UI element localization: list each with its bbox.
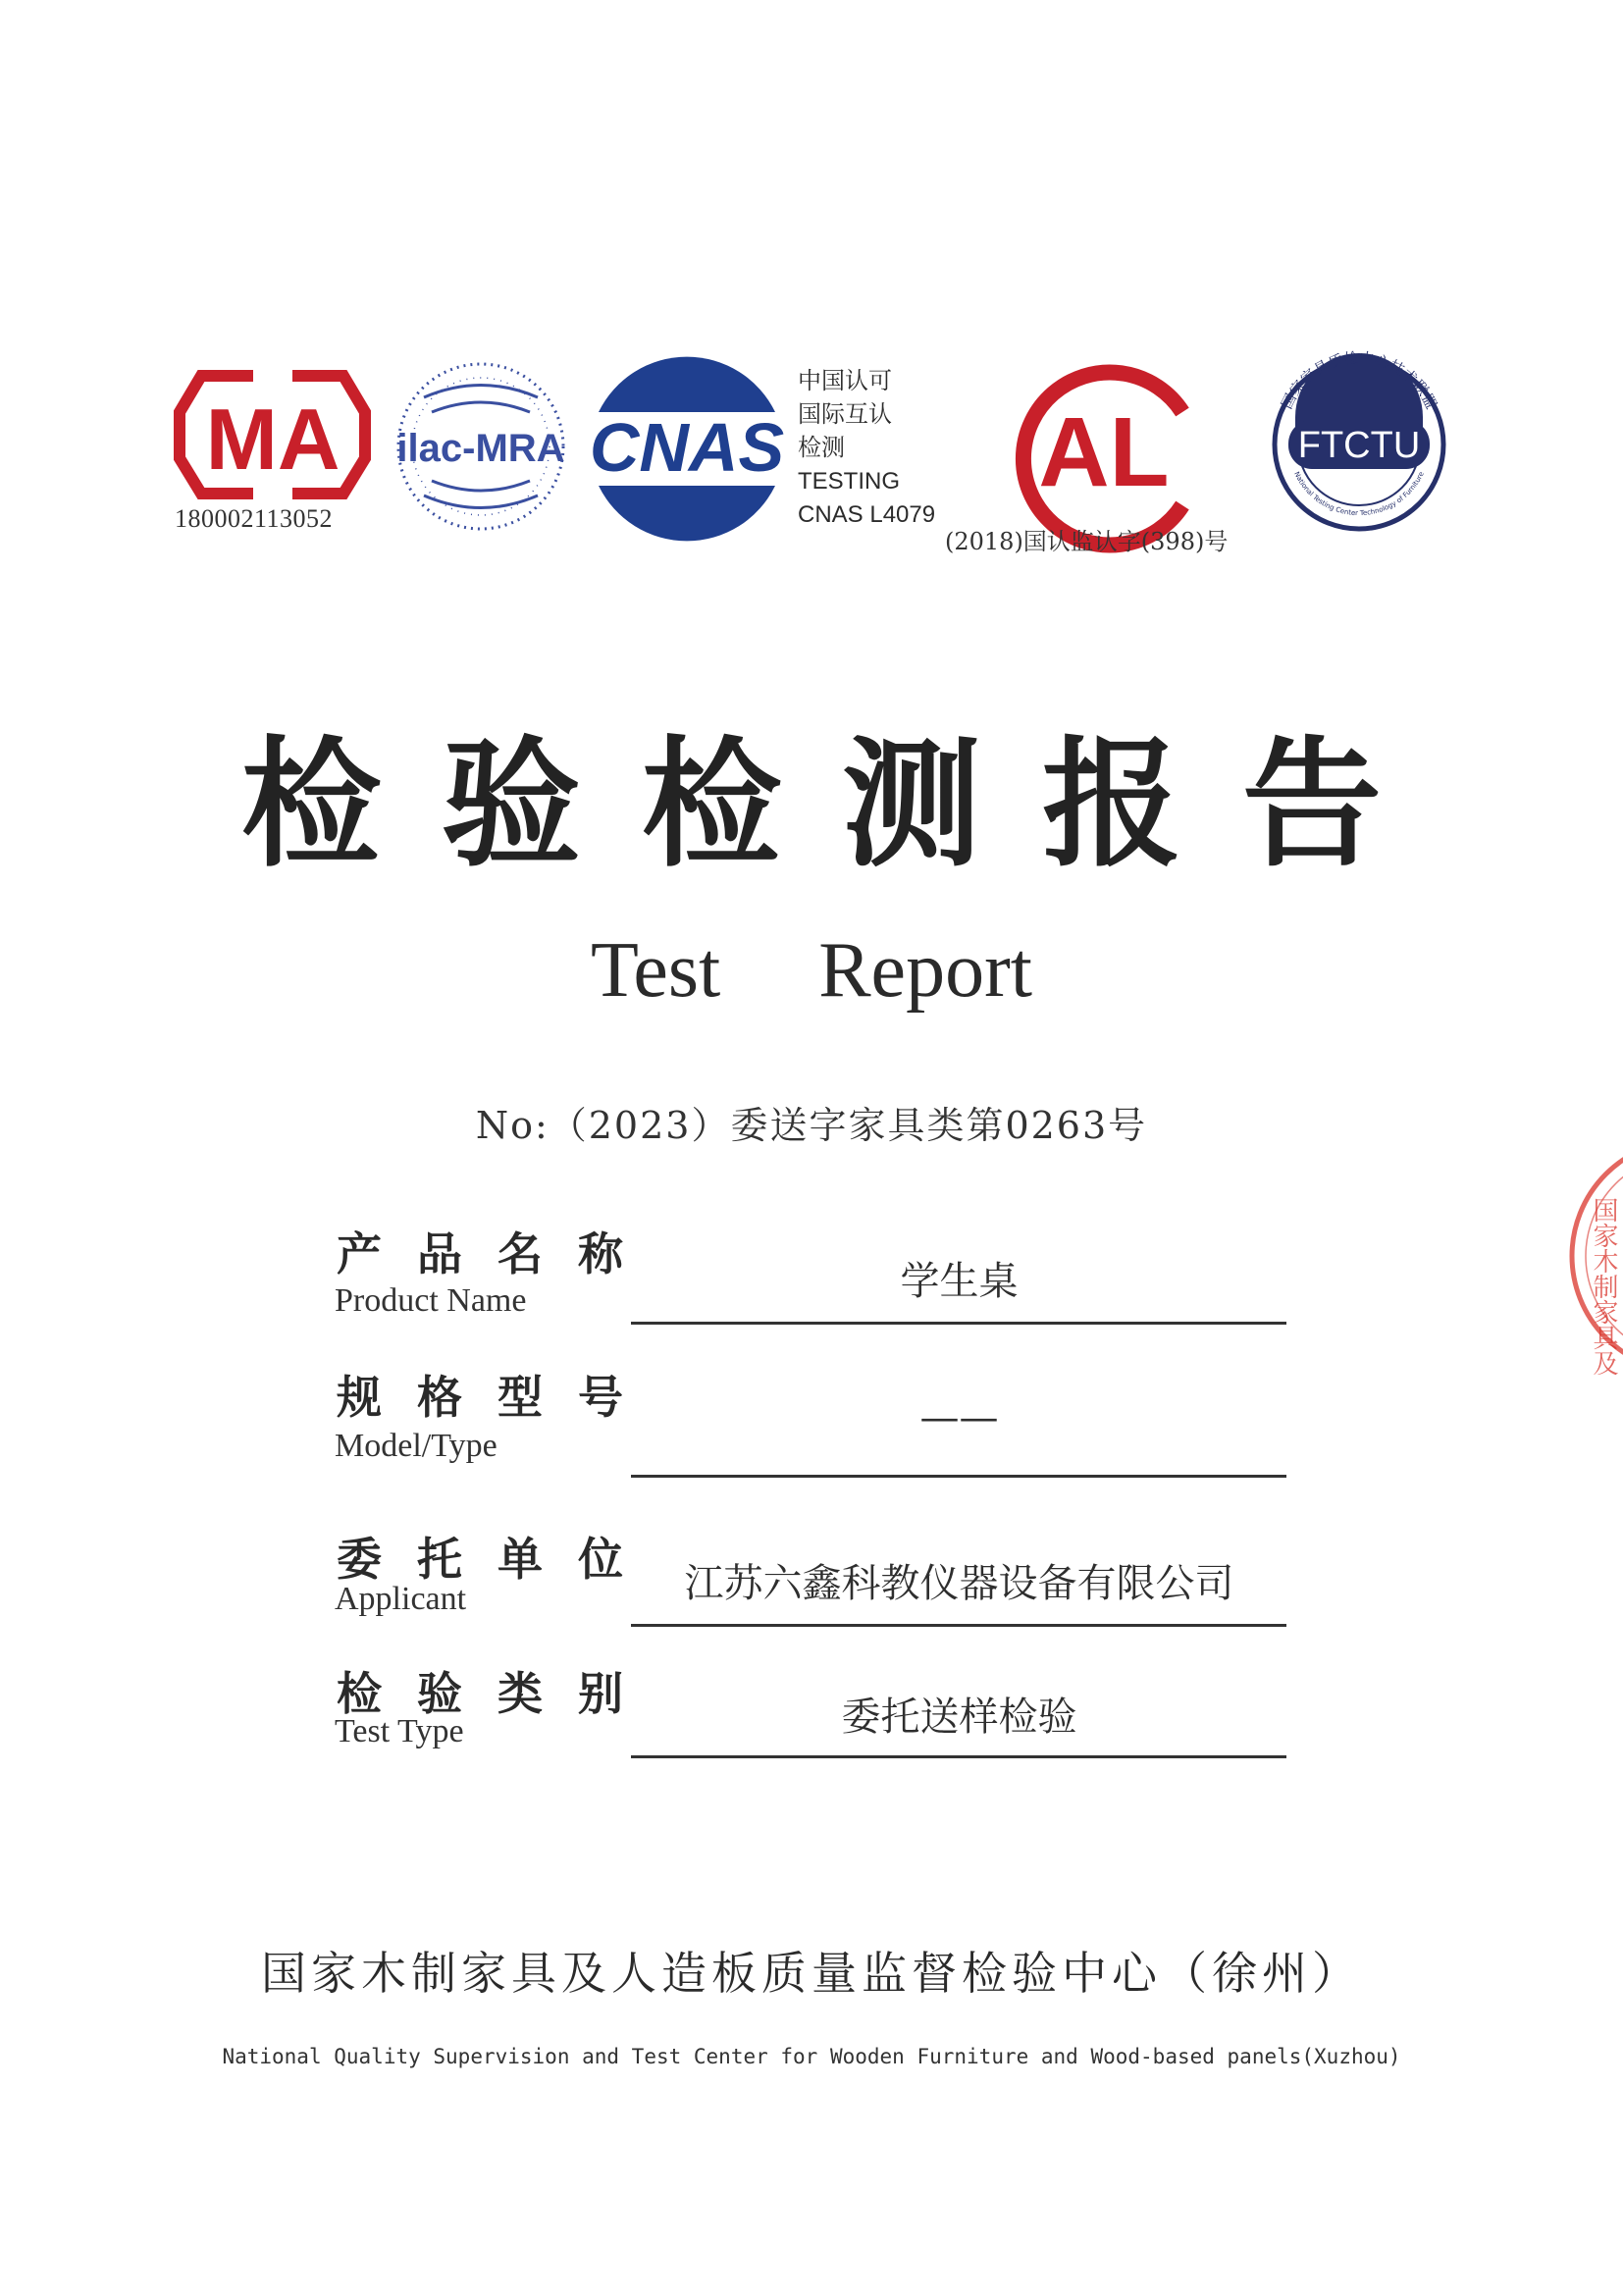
report-number: No:（2023）委送字家具类第0263号 (475, 1104, 1148, 1147)
ilac-mra-logo (396, 364, 564, 529)
field-label-model-cn: 规格型号 (337, 1371, 658, 1424)
field-underline (631, 1624, 1286, 1627)
field-label-test-type-cn: 检验类别 (337, 1667, 658, 1720)
cal-logo-text: AL (1038, 397, 1170, 507)
field-label-applicant-en: Applicant (335, 1581, 467, 1617)
field-value-test-type: 委托送样检验 (841, 1695, 1077, 1740)
cnas-line: TESTING (798, 468, 901, 495)
report-title-cn: 检验检测报告 (241, 723, 1442, 886)
field-label-product-name-cn: 产品名称 (337, 1227, 658, 1280)
cnas-logo (590, 357, 784, 542)
field-label-product-name-en: Product Name (335, 1282, 527, 1319)
ftctu-logo (1275, 349, 1443, 529)
cnas-line: 中国认可 (798, 368, 892, 394)
cnas-accreditation-text (798, 365, 935, 532)
ftctu-ring-bottom-text: National Testing Center Technology of Furniture (1292, 470, 1426, 518)
cma-logo (180, 370, 365, 500)
cnas-line: CNAS L4079 (798, 501, 936, 528)
cnas-logo-text: CNAS (589, 409, 785, 486)
seal-text: 国家木制家具及 (1589, 1197, 1618, 1376)
field-value-product-name: 学生桌 (900, 1259, 1019, 1304)
field-label-model-en: Model/Type (335, 1428, 497, 1464)
ftctu-logo-text: FTCTU (1297, 425, 1421, 466)
testing-center-name-cn: 国家木制家具及人造板质量监督检验中心（徐州） (261, 1947, 1362, 2000)
field-label-applicant-cn: 委托单位 (337, 1533, 658, 1586)
official-seal (1560, 1128, 1623, 1383)
field-label-test-type-en: Test Type (335, 1713, 464, 1749)
field-underline (631, 1475, 1286, 1478)
ftctu-ring-top-text: 国家家具质检中心技术联盟 (1278, 348, 1440, 412)
ilac-mra-logo-text: ilac-MRA (396, 427, 565, 470)
cnas-line: 国际互认 (798, 401, 892, 428)
cal-logo (1023, 373, 1182, 546)
testing-center-name-en: National Quality Supervision and Test Center for Wooden Furniture and Wood-based panels(Xuzhou) (222, 2045, 1401, 2068)
report-title-en: Test Report (591, 927, 1032, 1014)
cnas-line: 检测 (798, 435, 845, 461)
cal-caption: (2018)国认监认字(398)号 (945, 528, 1229, 555)
cma-logo-text: MA (205, 391, 340, 488)
field-value-applicant: 江苏六鑫科教仪器设备有限公司 (684, 1561, 1234, 1606)
field-underline (631, 1322, 1286, 1325)
cma-number: 180002113052 (175, 504, 334, 533)
field-value-model: —— (919, 1395, 999, 1440)
field-underline (631, 1755, 1286, 1758)
